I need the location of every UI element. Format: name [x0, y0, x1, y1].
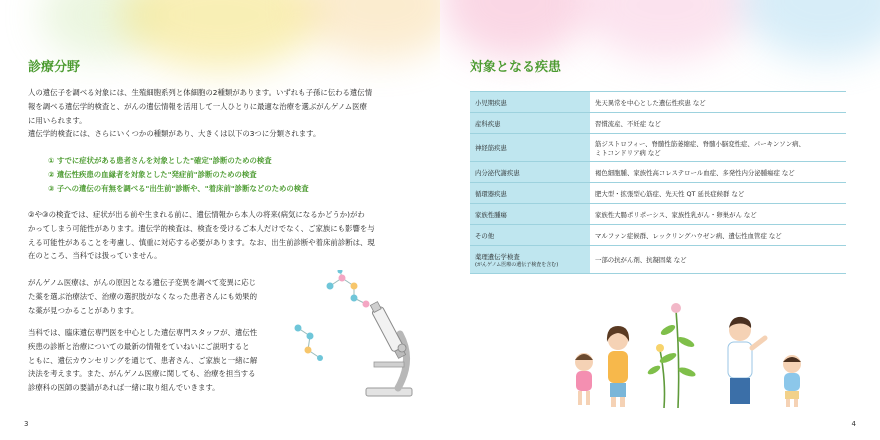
text-line: 当科では、臨床遺伝専門医を中心とした遺伝専門スタッフが、遺伝性 [28, 328, 258, 337]
table-row [470, 183, 846, 204]
watercolor-splash [440, 0, 590, 60]
molecule-illustration [290, 318, 330, 368]
microscope-illustration [358, 300, 422, 400]
text-line: た薬を選ぶ治療法で、治療の選択肢がなくなった患者さんにも効果的 [28, 291, 257, 301]
disease-table [470, 91, 846, 274]
text-line: がんゲノム医療は、がんの原因となる遺伝子変異を調べて変異に応じ [28, 278, 257, 287]
category-label: 薬理遺伝学検査 [475, 252, 520, 261]
text-line: に用いられます。 [28, 115, 87, 125]
right-page [440, 0, 880, 440]
watercolor-splash [120, 0, 320, 70]
page-number: 3 [24, 420, 29, 428]
text-line: 人の遺伝子を調べる対象には、生殖細胞系列と体細胞の2種類があります。いずれも子孫に伝わる遺伝情 [28, 88, 373, 97]
caution-paragraph [28, 208, 408, 263]
category-cell: 小児期疾患 [470, 92, 590, 113]
text-line: 報を調べる遺伝学的検査と、がんの遺伝情報を活用して一人ひとりに最適な治療を選ぶがんゲノム医療 [28, 101, 367, 111]
watercolor-splash [740, 0, 880, 60]
category-cell: 家族性腫瘍 [470, 204, 590, 225]
page-number: 4 [851, 420, 856, 428]
category-cell: 神経筋疾患 [470, 134, 590, 162]
category-note: (がんゲノム医療の遺伝子検査を含む) [475, 261, 559, 268]
examples-cell [590, 134, 846, 162]
table-row [470, 246, 846, 274]
examples-line: ミトコンドリア病 など [595, 148, 661, 157]
section-title-clinical-fields: 診療分野 [28, 60, 81, 75]
table-row [470, 204, 846, 225]
table-row [470, 113, 846, 134]
text-line: 決法を考えます。また、がんゲノム医療に関しても、治療を担当する [28, 369, 256, 379]
intro-paragraph [28, 86, 408, 141]
table-row [470, 225, 846, 246]
text-line: な薬が見つかることがあります。 [28, 305, 139, 315]
text-line: 診療科の医師の要請があれば一緒に取り組んでいきます。 [28, 383, 220, 393]
family-illustration [560, 300, 830, 410]
test-type-item: ① すでに症状がある患者さんを対象とした"確定"診断のための検査 [48, 156, 272, 165]
table-row [470, 162, 846, 183]
examples-cell: 一部の抗がん剤、抗凝固薬 など [590, 246, 846, 274]
category-cell: 産科疾患 [470, 113, 590, 134]
examples-cell: 家族性大腸ポリポーシス、家族性乳がん・卵巣がん など [590, 204, 846, 225]
category-cell: その他 [470, 225, 590, 246]
examples-cell: 褐色細胞腫、家族性高コレステロール血症、多発性内分泌腫瘍症 など [590, 162, 846, 183]
examples-cell: 肥大型・拡張型心筋症、先天性 QT 延長症候群 など [590, 183, 846, 204]
text-line: かってしまう可能性があります。遺伝学的検査は、検査を受けるご本人だけでなく、ご家族にも影響を与 [28, 223, 375, 233]
category-cell: 循環器疾患 [470, 183, 590, 204]
department-paragraph [28, 326, 298, 395]
text-line: 疾患の診断と治療についての最新の情報をていねいにご説明すると [28, 341, 250, 351]
text-line: ②や③の検査では、症状が出る前や生まれる前に、遺伝情報から本人の将来(病気になるかどうか)がわ [28, 210, 365, 219]
genome-medicine-paragraph [28, 276, 318, 317]
category-cell: 内分泌代謝疾患 [470, 162, 590, 183]
examples-cell: マルファン症候群、レックリングハウゼン病、遺伝性血管症 など [590, 225, 846, 246]
watercolor-splash [580, 0, 750, 60]
table-row [470, 134, 846, 162]
test-type-item: ③ 子への遺伝の有無を調べる"出生前"診断や、"着床前"診断などのための検査 [48, 183, 309, 193]
examples-line: 筋ジストロフィー、脊髄性筋萎縮症、脊髄小脳変性症、パーキンソン病、 [595, 139, 805, 148]
watercolor-splash [300, 0, 440, 60]
text-line: 在のところ、当科では扱っていません。 [28, 251, 162, 261]
text-line: ともに、遺伝カウンセリングを通じて、患者さん、ご家族と一緒に解 [28, 355, 258, 365]
text-line: 遺伝学的検査には、さらにいくつかの種類があり、大きくは以下の3つに分類されます。 [28, 129, 321, 139]
section-title-target-diseases: 対象となる疾患 [470, 60, 562, 75]
test-type-list [48, 154, 408, 195]
category-cell [470, 246, 590, 274]
text-line: える可能性があることを考慮し、慎重に対応する必要があります。なお、出生前診断や着床前診断は、現 [28, 237, 375, 247]
examples-cell: 習慣流産、不妊症 など [590, 113, 846, 134]
test-type-item: ② 遺伝性疾患の血縁者を対象とした"発症前"診断のための検査 [48, 169, 257, 179]
examples-cell: 先天異常を中心とした遺伝性疾患 など [590, 92, 846, 113]
table-row [470, 92, 846, 113]
